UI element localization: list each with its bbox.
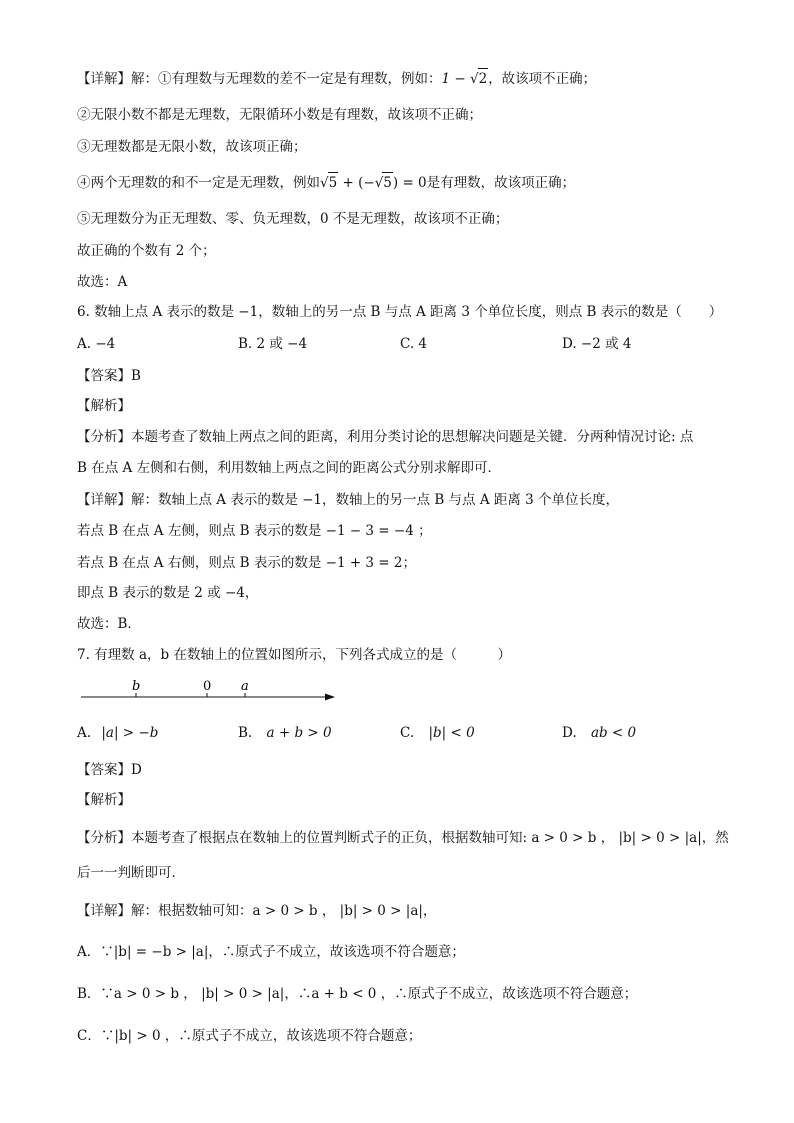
- q5-detail-head: 【详解】解：①有理数与无理数的差不一定是有理数，例如：: [77, 71, 442, 87]
- sqrt-icon: √: [469, 71, 479, 87]
- q7-option-b-letter: B.: [238, 725, 253, 741]
- q7-detail-a: A．∵|b| = −b > |a|，∴原式子不成立，故该选项不符合题意；: [77, 944, 465, 960]
- q5-detail-line-6: 故正确的个数有 2 个；: [77, 243, 216, 259]
- q7-detail-b: B．∵a > 0 > b ， |b| > 0 > |a|，∴a + b < 0 ，∴原式子不成立，故该选项不符合题意；: [77, 986, 638, 1002]
- q5-detail-line-1: [77, 68, 596, 89]
- number-line-figure: [77, 675, 342, 707]
- q7-option-b: [238, 723, 332, 743]
- q5-detail-tail: ，故该项不正确；: [488, 71, 597, 87]
- q5-expr-a: 5: [328, 172, 339, 193]
- q6-answer: 【答案】B: [77, 368, 141, 384]
- q6-fenxi-line-1: 【分析】本题考查了数轴上两点之间的距离，利用分类讨论的思想解决问题是关键．分两种情况讨论: 点: [77, 429, 694, 445]
- q6-option-b: B. 2 或 −4: [238, 336, 308, 352]
- q6-option-a: A. −4: [77, 336, 116, 352]
- q7-option-d-letter: D.: [562, 725, 577, 741]
- q5-detail-line-7: 故选：A: [77, 274, 128, 290]
- q7-answer: 【答案】D: [77, 762, 142, 778]
- sqrt-icon: √: [374, 175, 384, 191]
- q5-detail-line-2: ②无限小数不都是无理数，无限循环小数是有理数，故该项不正确；: [77, 107, 482, 123]
- q7-option-a-letter: A.: [77, 725, 92, 741]
- label-b: b: [132, 679, 141, 694]
- q7-option-c-letter: C.: [400, 725, 415, 741]
- q7-option-d-expr: ab < 0: [590, 725, 637, 741]
- q7-detail-line-1: 【详解】解：根据数轴可知：a > 0 > b ， |b| > 0 > |a|，: [77, 903, 437, 919]
- q6-option-c: C. 4: [400, 336, 428, 352]
- q7-option-b-expr: a + b > 0: [266, 725, 332, 741]
- q7-option-a: [77, 723, 158, 743]
- q5-detail-4-tail: 是有理数，故该项正确；: [426, 175, 576, 191]
- q7-option-a-expr: |a| > −b: [101, 725, 159, 741]
- q5-expr-mid: + (−: [338, 175, 375, 191]
- q7-fenxi-line-2: 后一一判断即可．: [77, 865, 185, 881]
- q5-expr-pre: 1 −: [441, 71, 470, 87]
- q6-detail-line-4: 即点 B 表示的数是 2 或 −4，: [77, 585, 259, 601]
- label-a: a: [241, 679, 249, 694]
- q5-detail-line-5: ⑤无理数分为正无理数、零、负无理数，0 不是无理数，故该项不正确；: [77, 211, 509, 227]
- q7-detail-c: C．∵|b| > 0 ，∴原式子不成立，故该选项不符合题意；: [77, 1028, 422, 1044]
- sqrt-icon: √: [320, 175, 329, 191]
- q7-option-c-expr: |b| < 0: [428, 725, 475, 741]
- q7-fenxi-line-1: 【分析】本题考查了根据点在数轴上的位置判断式子的正负，根据数轴可知: a > 0 > b ， |b| > 0 > |a|，然: [77, 830, 729, 846]
- q7-option-c: [400, 723, 475, 743]
- q5-expr-end: ) = 0: [392, 175, 427, 191]
- q6-analysis-heading: 【解析】: [77, 398, 131, 414]
- q7-stem: 7. 有理数 a，b 在数轴上的位置如图所示，下列各式成立的是（ ）: [77, 647, 511, 663]
- q6-detail-line-1: 【详解】解：数轴上点 A 表示的数是 −1，数轴上的另一点 B 与点 A 距离 3 个单位长度，: [77, 492, 620, 508]
- q7-option-d: [562, 723, 636, 743]
- q6-detail-line-3: 若点 B 在点 A 右侧，则点 B 表示的数是 −1 + 3 = 2；: [77, 555, 416, 571]
- label-zero: 0: [203, 679, 212, 694]
- q6-detail-line-5: 故选：B．: [77, 616, 141, 632]
- q6-option-d: D. −2 或 4: [562, 336, 632, 352]
- q5-detail-4-head: ④两个无理数的和不一定是无理数，例如: [77, 175, 320, 191]
- q5-expr-b: 5: [382, 172, 393, 193]
- q6-detail-line-2: 若点 B 在点 A 左侧，则点 B 表示的数是 −1 − 3 = −4 ；: [77, 523, 432, 539]
- q5-expr-root: 2: [478, 68, 489, 89]
- q6-fenxi-line-2: B 在点 A 左侧和右侧，利用数轴上两点之间的距离公式分别求解即可．: [77, 460, 502, 476]
- q7-analysis-heading: 【解析】: [77, 792, 131, 808]
- q6-stem: 6. 数轴上点 A 表示的数是 −1，数轴上的另一点 B 与点 A 距离 3 个单位长度，则点 B 表示的数是（ ）: [77, 304, 723, 320]
- arrow-icon: [325, 694, 335, 701]
- q5-detail-line-3: ③无理数都是无限小数，故该项正确；: [77, 139, 307, 155]
- q5-detail-line-4: [77, 172, 575, 193]
